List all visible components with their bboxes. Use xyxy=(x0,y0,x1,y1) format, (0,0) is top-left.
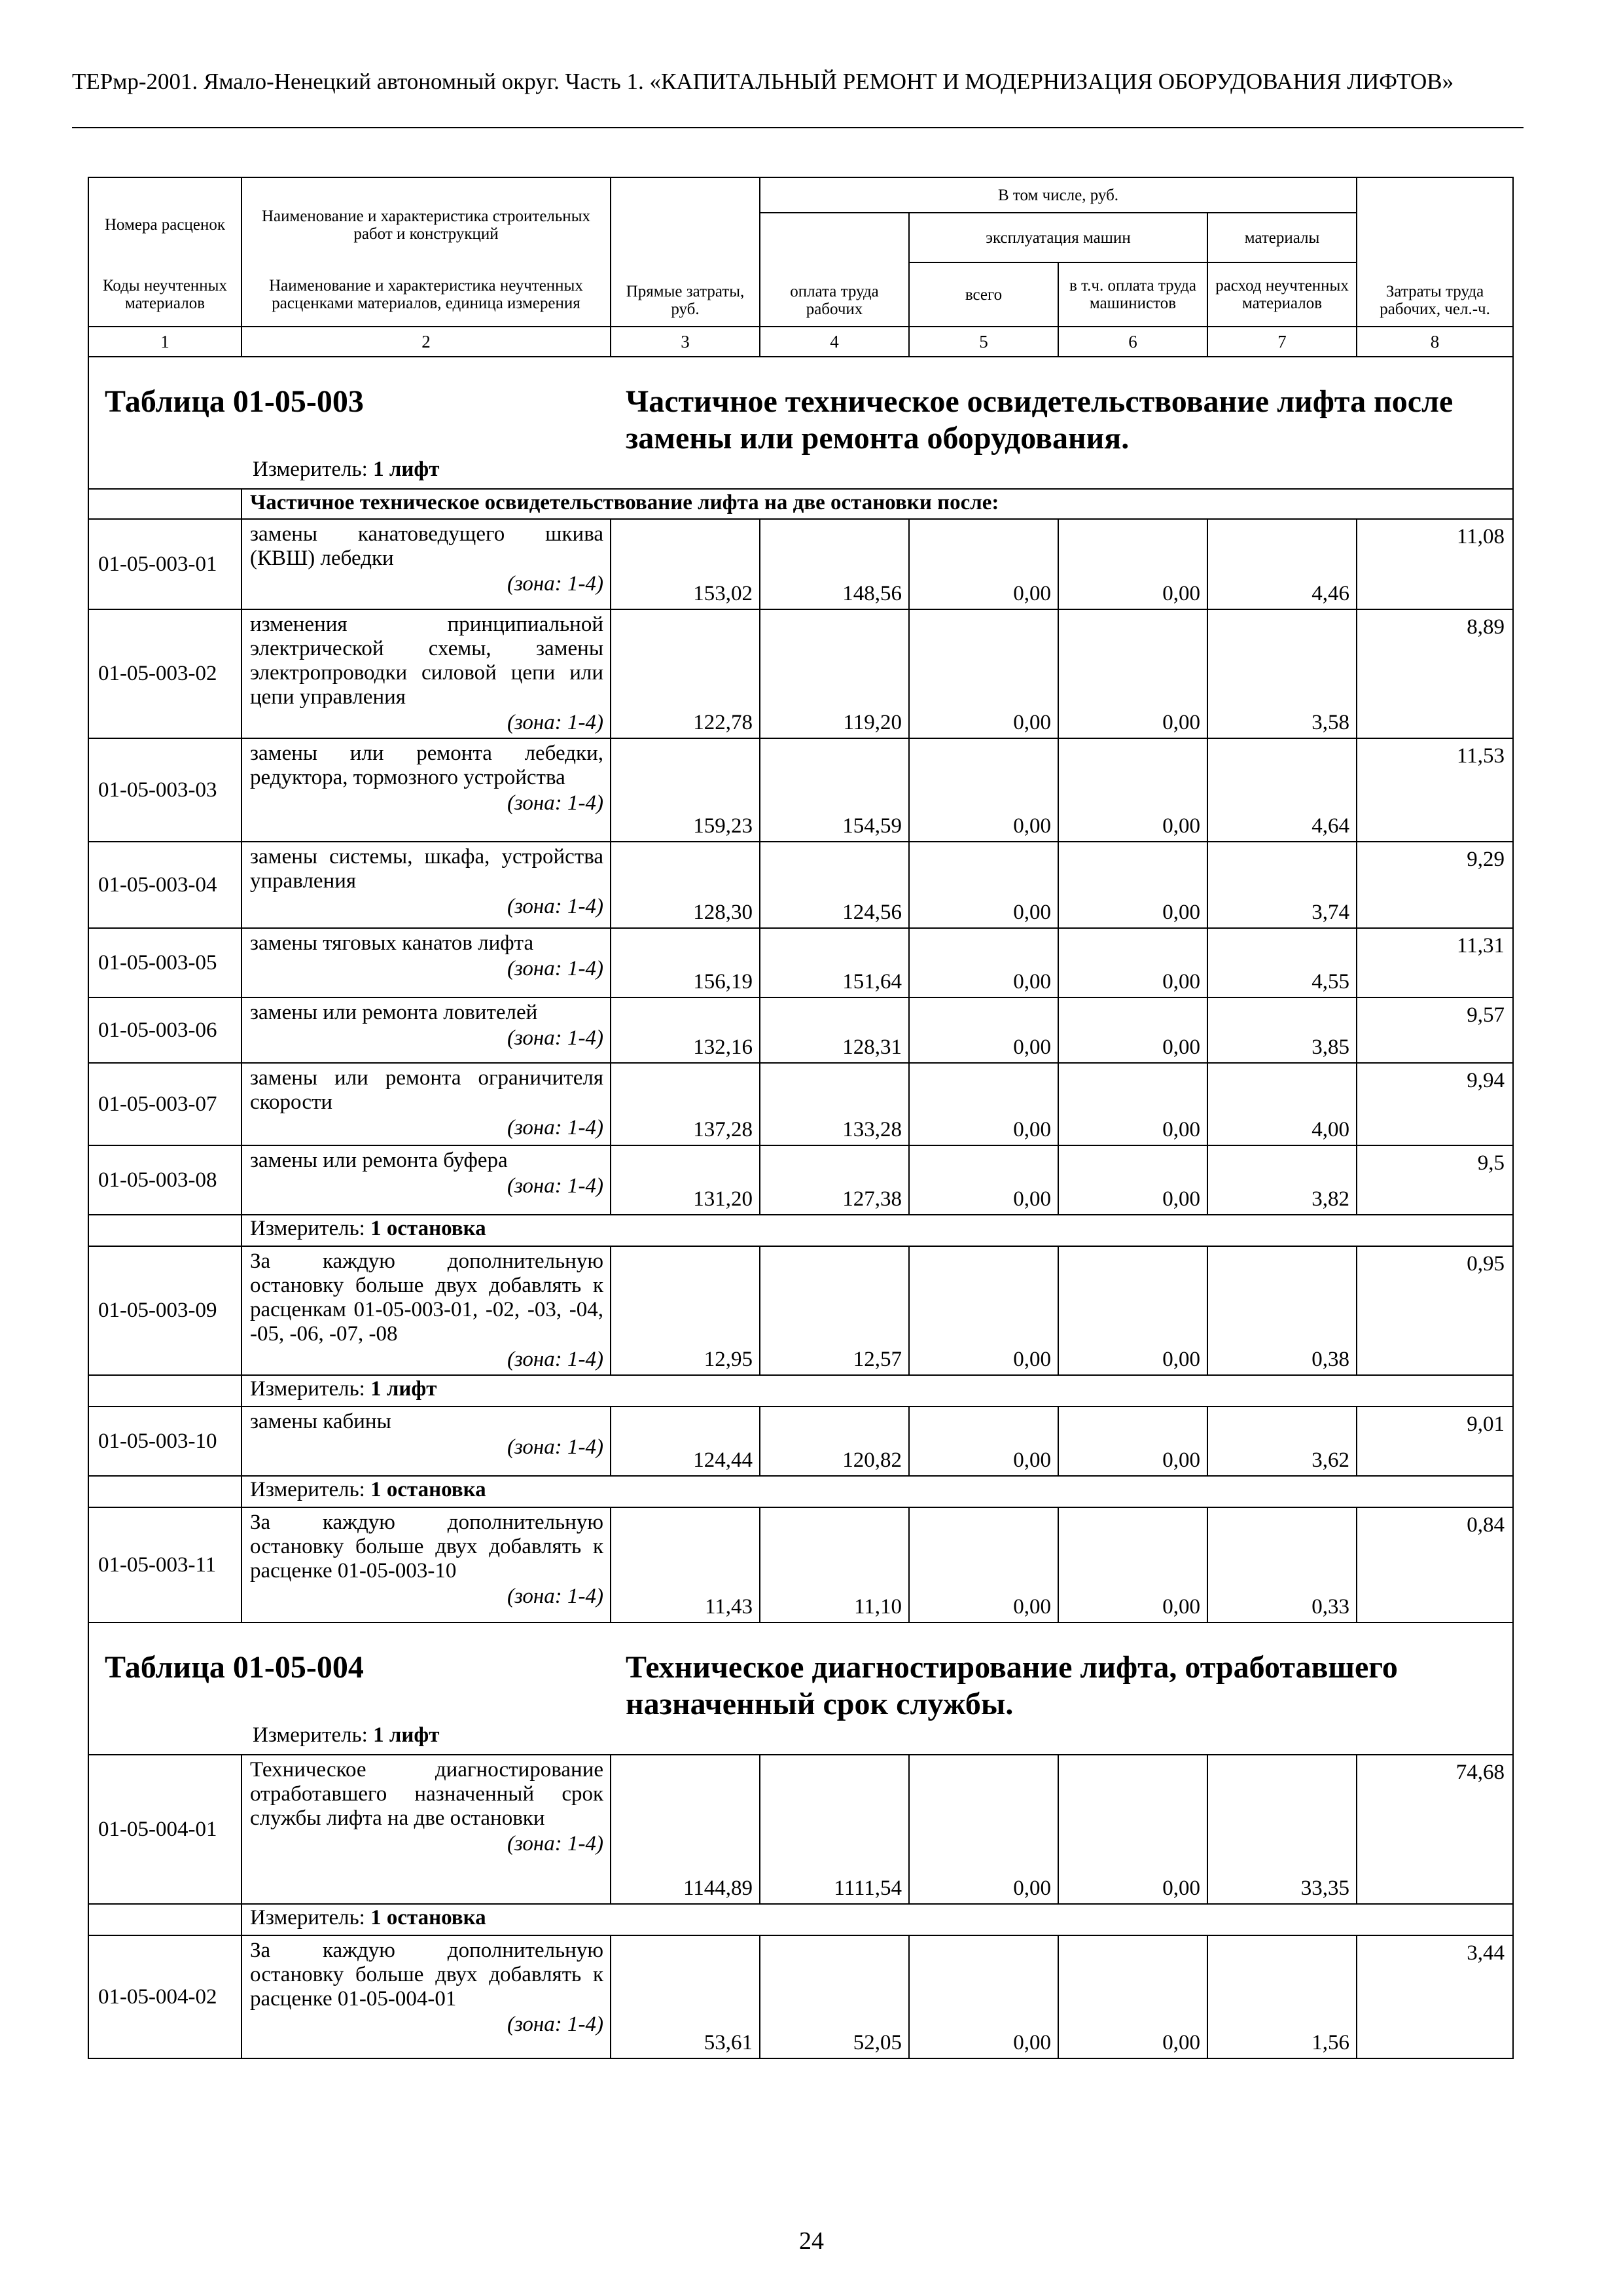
zone-label: (зона: 1-4) xyxy=(507,1174,603,1198)
rate-name-cell xyxy=(241,1507,611,1623)
rate-name-cell xyxy=(241,1145,611,1215)
meter-line xyxy=(241,1904,1513,1935)
labor-value: 8,89 xyxy=(1357,609,1513,738)
worker-pay-value-cell xyxy=(760,997,909,1063)
materials-value: 3,58 xyxy=(1311,711,1350,734)
labor-value: 3,44 xyxy=(1357,1935,1513,2058)
column-number: 7 xyxy=(1207,327,1357,357)
table-number: Таблица 01-05-003 xyxy=(105,384,364,419)
rate-code: 01-05-003-06 xyxy=(88,997,241,1063)
materials-value: 3,85 xyxy=(1311,1035,1350,1059)
labor-value: 0,84 xyxy=(1357,1507,1513,1623)
col-material-codes-header: Коды неучтенных материалов xyxy=(88,262,241,327)
worker-pay-value-cell xyxy=(760,1935,909,2058)
labor-value: 9,94 xyxy=(1357,1063,1513,1145)
col-operator-pay-header: в т.ч. оплата труда машинистов xyxy=(1058,262,1207,327)
labor-value: 11,08 xyxy=(1357,519,1513,609)
column-number: 4 xyxy=(760,327,909,357)
group-spacer xyxy=(88,489,241,519)
meter-spacer xyxy=(88,1476,241,1507)
rate-name-cell xyxy=(241,928,611,997)
labor-value: 11,31 xyxy=(1357,928,1513,997)
meter-label: Измеритель: xyxy=(253,1723,368,1747)
worker-pay-value-cell xyxy=(760,1407,909,1476)
machine-total-value-cell xyxy=(909,1246,1058,1375)
machine-total-value-cell xyxy=(909,519,1058,609)
table-row xyxy=(88,928,1513,997)
table-title: Техническое диагностирование лифта, отработавшего назначенный срок службы. xyxy=(626,1650,1398,1721)
materials-value-cell xyxy=(1207,1063,1357,1145)
rate-code: 01-05-003-09 xyxy=(88,1246,241,1375)
zone-label: (зона: 1-4) xyxy=(507,791,603,815)
zone-label: (зона: 1-4) xyxy=(507,957,603,980)
materials-value-cell xyxy=(1207,1246,1357,1375)
machine-total-value-cell xyxy=(909,997,1058,1063)
machine-total-value-cell xyxy=(909,738,1058,842)
rate-name: замены канатоведущего шкива (КВШ) лебедки xyxy=(250,522,603,570)
labor-value: 74,68 xyxy=(1357,1755,1513,1904)
machine-total-value: 0,00 xyxy=(1013,1118,1051,1141)
meter-label: Измеритель: xyxy=(250,1906,365,1929)
table-number: Таблица 01-05-004 xyxy=(105,1650,364,1685)
page-number: 24 xyxy=(799,2227,824,2255)
rate-name-cell xyxy=(241,609,611,738)
rate-code: 01-05-003-11 xyxy=(88,1507,241,1623)
machine-total-value-cell xyxy=(909,1063,1058,1145)
meter-label: Измеритель: xyxy=(250,1478,365,1501)
col-including-header: В том числе, руб. xyxy=(760,177,1357,213)
zone-label: (зона: 1-4) xyxy=(507,1435,603,1459)
rate-name-cell xyxy=(241,1935,611,2058)
worker-pay-value: 12,57 xyxy=(853,1348,902,1371)
rate-name-cell xyxy=(241,1407,611,1476)
rate-code: 01-05-004-02 xyxy=(88,1935,241,2058)
worker-pay-value: 124,56 xyxy=(842,901,902,924)
machine-total-value: 0,00 xyxy=(1013,1595,1051,1619)
zone-label: (зона: 1-4) xyxy=(507,2013,603,2036)
rate-name: Техническое диагностирование отработавшего назначенный срок службы лифта на две остановки xyxy=(250,1758,603,1830)
direct-cost-value: 1144,89 xyxy=(683,1876,753,1900)
col-work-name-label: Наименование и характеристика строительных работ и конструкций xyxy=(261,207,590,243)
direct-cost-value: 131,20 xyxy=(693,1187,753,1211)
materials-value: 0,38 xyxy=(1311,1348,1350,1371)
operator-pay-value-cell xyxy=(1058,1507,1207,1623)
materials-value: 4,64 xyxy=(1311,814,1350,838)
machine-total-value: 0,00 xyxy=(1013,1035,1051,1059)
machine-total-value: 0,00 xyxy=(1013,1876,1051,1900)
operator-pay-value-cell xyxy=(1058,997,1207,1063)
rate-code: 01-05-003-04 xyxy=(88,842,241,928)
operator-pay-value-cell xyxy=(1058,1063,1207,1145)
direct-cost-value-cell xyxy=(611,738,760,842)
meter-label: Измеритель: xyxy=(250,1377,365,1401)
rate-code: 01-05-003-02 xyxy=(88,609,241,738)
meter-unit: 1 лифт xyxy=(373,1723,440,1747)
direct-cost-value: 11,43 xyxy=(704,1595,753,1619)
operator-pay-value-cell xyxy=(1058,1755,1207,1904)
operator-pay-value: 0,00 xyxy=(1162,970,1200,994)
materials-value: 3,74 xyxy=(1311,901,1350,924)
worker-pay-value: 119,20 xyxy=(843,711,902,734)
machine-total-value-cell xyxy=(909,1145,1058,1215)
direct-cost-value: 159,23 xyxy=(693,814,753,838)
machine-total-value: 0,00 xyxy=(1013,1187,1051,1211)
rate-code: 01-05-003-05 xyxy=(88,928,241,997)
table-row xyxy=(88,609,1513,738)
zone-label: (зона: 1-4) xyxy=(507,1026,603,1050)
operator-pay-value-cell xyxy=(1058,519,1207,609)
rate-code: 01-05-003-08 xyxy=(88,1145,241,1215)
meter-label: Измеритель: xyxy=(253,457,368,481)
rate-code: 01-05-003-03 xyxy=(88,738,241,842)
table-section-header xyxy=(88,1623,1513,1755)
rate-name-cell xyxy=(241,1063,611,1145)
operator-pay-value-cell xyxy=(1058,1246,1207,1375)
header-rule xyxy=(72,127,1524,128)
meter-spacer xyxy=(88,1215,241,1246)
col-machine-operation-header: эксплуатация машин xyxy=(909,213,1207,262)
direct-cost-value-cell xyxy=(611,1407,760,1476)
worker-pay-value: 154,59 xyxy=(842,814,902,838)
direct-cost-value-cell xyxy=(611,1246,760,1375)
materials-value-cell xyxy=(1207,519,1357,609)
worker-pay-value: 133,28 xyxy=(842,1118,902,1141)
table-row xyxy=(88,997,1513,1063)
operator-pay-value: 0,00 xyxy=(1162,2031,1200,2054)
column-number: 8 xyxy=(1357,327,1513,357)
worker-pay-value-cell xyxy=(760,928,909,997)
meter-line xyxy=(241,1215,1513,1246)
operator-pay-value-cell xyxy=(1058,738,1207,842)
rate-code: 01-05-003-07 xyxy=(88,1063,241,1145)
machine-total-value: 0,00 xyxy=(1013,1348,1051,1371)
materials-value: 3,62 xyxy=(1311,1448,1350,1472)
group-heading: Частичное техническое освидетельствование лифта на две остановки после: xyxy=(241,489,1513,519)
worker-pay-value-cell xyxy=(760,1507,909,1623)
worker-pay-value-cell xyxy=(760,842,909,928)
rate-name: За каждую дополнительную остановку больше двух добавлять к расценкам 01-05-003-01, -02, -03, -04, -05, -06, -07, -08 xyxy=(250,1249,603,1346)
col-work-name-header xyxy=(241,177,611,262)
zone-label: (зона: 1-4) xyxy=(507,1585,603,1608)
table-row xyxy=(88,738,1513,842)
direct-cost-value-cell xyxy=(611,1935,760,2058)
rate-name: За каждую дополнительную остановку больше двух добавлять к расценке 01-05-003-10 xyxy=(250,1511,603,1583)
rate-name-cell xyxy=(241,997,611,1063)
column-number: 3 xyxy=(611,327,760,357)
labor-value: 9,29 xyxy=(1357,842,1513,928)
col-worker-pay-header: оплата труда рабочих xyxy=(760,213,909,327)
zone-label: (зона: 1-4) xyxy=(507,711,603,734)
zone-label: (зона: 1-4) xyxy=(507,895,603,918)
rate-name: замены системы, шкафа, устройства управления xyxy=(250,845,603,893)
zone-label: (зона: 1-4) xyxy=(507,1116,603,1139)
worker-pay-value-cell xyxy=(760,1246,909,1375)
operator-pay-value-cell xyxy=(1058,1935,1207,2058)
machine-total-value-cell xyxy=(909,1935,1058,2058)
table-row xyxy=(88,1407,1513,1476)
labor-value: 0,95 xyxy=(1357,1246,1513,1375)
rate-name-cell xyxy=(241,519,611,609)
rate-name-cell xyxy=(241,1755,611,1904)
operator-pay-value: 0,00 xyxy=(1162,814,1200,838)
direct-cost-value: 124,44 xyxy=(693,1448,753,1472)
meter-spacer xyxy=(88,1904,241,1935)
rate-name: замены или ремонта буфера xyxy=(250,1149,508,1172)
direct-cost-value: 53,61 xyxy=(704,2031,753,2054)
direct-cost-value-cell xyxy=(611,1063,760,1145)
materials-value-cell xyxy=(1207,738,1357,842)
machine-total-value-cell xyxy=(909,609,1058,738)
table-row xyxy=(88,1755,1513,1904)
table-row xyxy=(88,1246,1513,1375)
table-row xyxy=(88,1145,1513,1215)
col-material-name-header: Наименование и характеристика неучтенных расценками материалов, единица измерения xyxy=(241,262,611,327)
rate-name: замены тяговых канатов лифта xyxy=(250,931,534,955)
worker-pay-value: 120,82 xyxy=(842,1448,902,1472)
worker-pay-value-cell xyxy=(760,609,909,738)
direct-cost-value: 122,78 xyxy=(693,711,753,734)
worker-pay-value: 151,64 xyxy=(842,970,902,994)
labor-value: 9,57 xyxy=(1357,997,1513,1063)
table-section-header xyxy=(88,357,1513,489)
worker-pay-value: 148,56 xyxy=(842,582,902,605)
materials-value: 4,55 xyxy=(1311,970,1350,994)
operator-pay-value: 0,00 xyxy=(1162,1035,1200,1059)
machine-total-value: 0,00 xyxy=(1013,901,1051,924)
materials-value-cell xyxy=(1207,1935,1357,2058)
direct-cost-value-cell xyxy=(611,609,760,738)
column-number: 5 xyxy=(909,327,1058,357)
col-materials-header: материалы xyxy=(1207,213,1357,262)
rate-name: замены или ремонта ловителей xyxy=(250,1001,538,1024)
rate-name-cell xyxy=(241,1246,611,1375)
worker-pay-value: 52,05 xyxy=(853,2031,902,2054)
worker-pay-value-cell xyxy=(760,1145,909,1215)
meter-line xyxy=(253,457,439,482)
materials-value-cell xyxy=(1207,1507,1357,1623)
rate-code: 01-05-004-01 xyxy=(88,1755,241,1904)
rates-table xyxy=(88,177,1512,2059)
direct-cost-value-cell xyxy=(611,1507,760,1623)
operator-pay-value-cell xyxy=(1058,1407,1207,1476)
machine-total-value-cell xyxy=(909,1755,1058,1904)
labor-value: 9,01 xyxy=(1357,1407,1513,1476)
meter-unit: 1 остановка xyxy=(370,1906,486,1929)
materials-value-cell xyxy=(1207,997,1357,1063)
direct-cost-value-cell xyxy=(611,928,760,997)
zone-label: (зона: 1-4) xyxy=(507,1348,603,1371)
operator-pay-value: 0,00 xyxy=(1162,1448,1200,1472)
rate-name: замены кабины xyxy=(250,1410,391,1433)
meter-spacer xyxy=(88,1375,241,1407)
rate-code: 01-05-003-10 xyxy=(88,1407,241,1476)
operator-pay-value: 0,00 xyxy=(1162,1348,1200,1371)
machine-total-value-cell xyxy=(909,928,1058,997)
operator-pay-value: 0,00 xyxy=(1162,582,1200,605)
machine-total-value: 0,00 xyxy=(1013,970,1051,994)
direct-cost-value-cell xyxy=(611,842,760,928)
worker-pay-value: 127,38 xyxy=(842,1187,902,1211)
operator-pay-value: 0,00 xyxy=(1162,1187,1200,1211)
rate-name: За каждую дополнительную остановку больше двух добавлять к расценке 01-05-004-01 xyxy=(250,1939,603,2011)
labor-value: 9,5 xyxy=(1357,1145,1513,1215)
table-row xyxy=(88,1935,1513,2058)
materials-value: 0,33 xyxy=(1311,1595,1350,1619)
table-row xyxy=(88,842,1513,928)
direct-cost-value: 128,30 xyxy=(693,901,753,924)
table-title: Частичное техническое освидетельствование лифта после замены или ремонта оборудования. xyxy=(626,384,1454,456)
materials-value: 1,56 xyxy=(1311,2031,1350,2054)
direct-cost-value: 153,02 xyxy=(693,582,753,605)
meter-unit: 1 остановка xyxy=(370,1217,486,1240)
direct-cost-value-cell xyxy=(611,1755,760,1904)
operator-pay-value-cell xyxy=(1058,1145,1207,1215)
direct-cost-value: 12,95 xyxy=(704,1348,753,1371)
col-rate-numbers-header xyxy=(88,177,241,262)
materials-value-cell xyxy=(1207,1145,1357,1215)
machine-total-value: 0,00 xyxy=(1013,1448,1051,1472)
machine-total-value: 0,00 xyxy=(1013,711,1051,734)
column-number: 6 xyxy=(1058,327,1207,357)
operator-pay-value-cell xyxy=(1058,928,1207,997)
direct-cost-value: 137,28 xyxy=(693,1118,753,1141)
labor-value: 11,53 xyxy=(1357,738,1513,842)
operator-pay-value: 0,00 xyxy=(1162,711,1200,734)
col-rate-numbers-label: Номера расценок xyxy=(104,216,226,234)
machine-total-value-cell xyxy=(909,842,1058,928)
machine-total-value-cell xyxy=(909,1507,1058,1623)
col-material-consumption-header: расход неучтенных материалов xyxy=(1207,262,1357,327)
meter-line xyxy=(241,1476,1513,1507)
meter-unit: 1 лифт xyxy=(373,457,440,481)
machine-total-value-cell xyxy=(909,1407,1058,1476)
materials-value-cell xyxy=(1207,1755,1357,1904)
rate-name-cell xyxy=(241,738,611,842)
materials-value: 33,35 xyxy=(1300,1876,1350,1900)
worker-pay-value-cell xyxy=(760,1063,909,1145)
direct-cost-value-cell xyxy=(611,1145,760,1215)
running-header: ТЕРмр-2001. Ямало-Ненецкий автономный округ. Часть 1. «КАПИТАЛЬНЫЙ РЕМОНТ И МОДЕРНИЗАЦИЯ ОБОРУДОВАНИЯ ЛИФТОВ» xyxy=(72,69,1454,94)
worker-pay-value: 128,31 xyxy=(842,1035,902,1059)
operator-pay-value-cell xyxy=(1058,842,1207,928)
direct-cost-value: 132,16 xyxy=(693,1035,753,1059)
worker-pay-value: 1111,54 xyxy=(834,1876,902,1900)
machine-total-value: 0,00 xyxy=(1013,814,1051,838)
machine-total-value: 0,00 xyxy=(1013,2031,1051,2054)
machine-total-value: 0,00 xyxy=(1013,582,1051,605)
zone-label: (зона: 1-4) xyxy=(507,1832,603,1856)
rate-name: изменения принципиальной электрической схемы, замены электропроводки силовой цепи или цепи управления xyxy=(250,613,603,709)
worker-pay-value-cell xyxy=(760,738,909,842)
zone-label: (зона: 1-4) xyxy=(507,572,603,596)
col-total-header: всего xyxy=(909,262,1058,327)
rate-name: замены или ремонта ограничителя скорости xyxy=(250,1066,603,1114)
materials-value-cell xyxy=(1207,842,1357,928)
meter-label: Измеритель: xyxy=(250,1217,365,1240)
meter-line xyxy=(241,1375,1513,1407)
materials-value-cell xyxy=(1207,609,1357,738)
materials-value: 3,82 xyxy=(1311,1187,1350,1211)
col-labor-header: Затраты труда рабочих, чел.-ч. xyxy=(1357,177,1513,327)
operator-pay-value: 0,00 xyxy=(1162,1595,1200,1619)
direct-cost-value: 156,19 xyxy=(693,970,753,994)
materials-value-cell xyxy=(1207,928,1357,997)
materials-value: 4,00 xyxy=(1311,1118,1350,1141)
column-numbers-row xyxy=(88,327,1513,357)
rate-name-cell xyxy=(241,842,611,928)
table-row xyxy=(88,519,1513,609)
materials-value-cell xyxy=(1207,1407,1357,1476)
worker-pay-value-cell xyxy=(760,1755,909,1904)
direct-cost-value-cell xyxy=(611,519,760,609)
worker-pay-value: 11,10 xyxy=(853,1595,902,1619)
operator-pay-value: 0,00 xyxy=(1162,1118,1200,1141)
table-row xyxy=(88,1507,1513,1623)
worker-pay-value-cell xyxy=(760,519,909,609)
meter-unit: 1 остановка xyxy=(370,1478,486,1501)
rate-name: замены или ремонта лебедки, редуктора, тормозного устройства xyxy=(250,742,603,789)
col-direct-costs-header: Прямые затраты, руб. xyxy=(611,177,760,327)
meter-line xyxy=(253,1723,439,1748)
operator-pay-value: 0,00 xyxy=(1162,1876,1200,1900)
column-number: 1 xyxy=(88,327,241,357)
operator-pay-value: 0,00 xyxy=(1162,901,1200,924)
column-number: 2 xyxy=(241,327,611,357)
direct-cost-value-cell xyxy=(611,997,760,1063)
operator-pay-value-cell xyxy=(1058,609,1207,738)
rate-code: 01-05-003-01 xyxy=(88,519,241,609)
meter-unit: 1 лифт xyxy=(370,1377,437,1401)
materials-value: 4,46 xyxy=(1311,582,1350,605)
table-row xyxy=(88,1063,1513,1145)
